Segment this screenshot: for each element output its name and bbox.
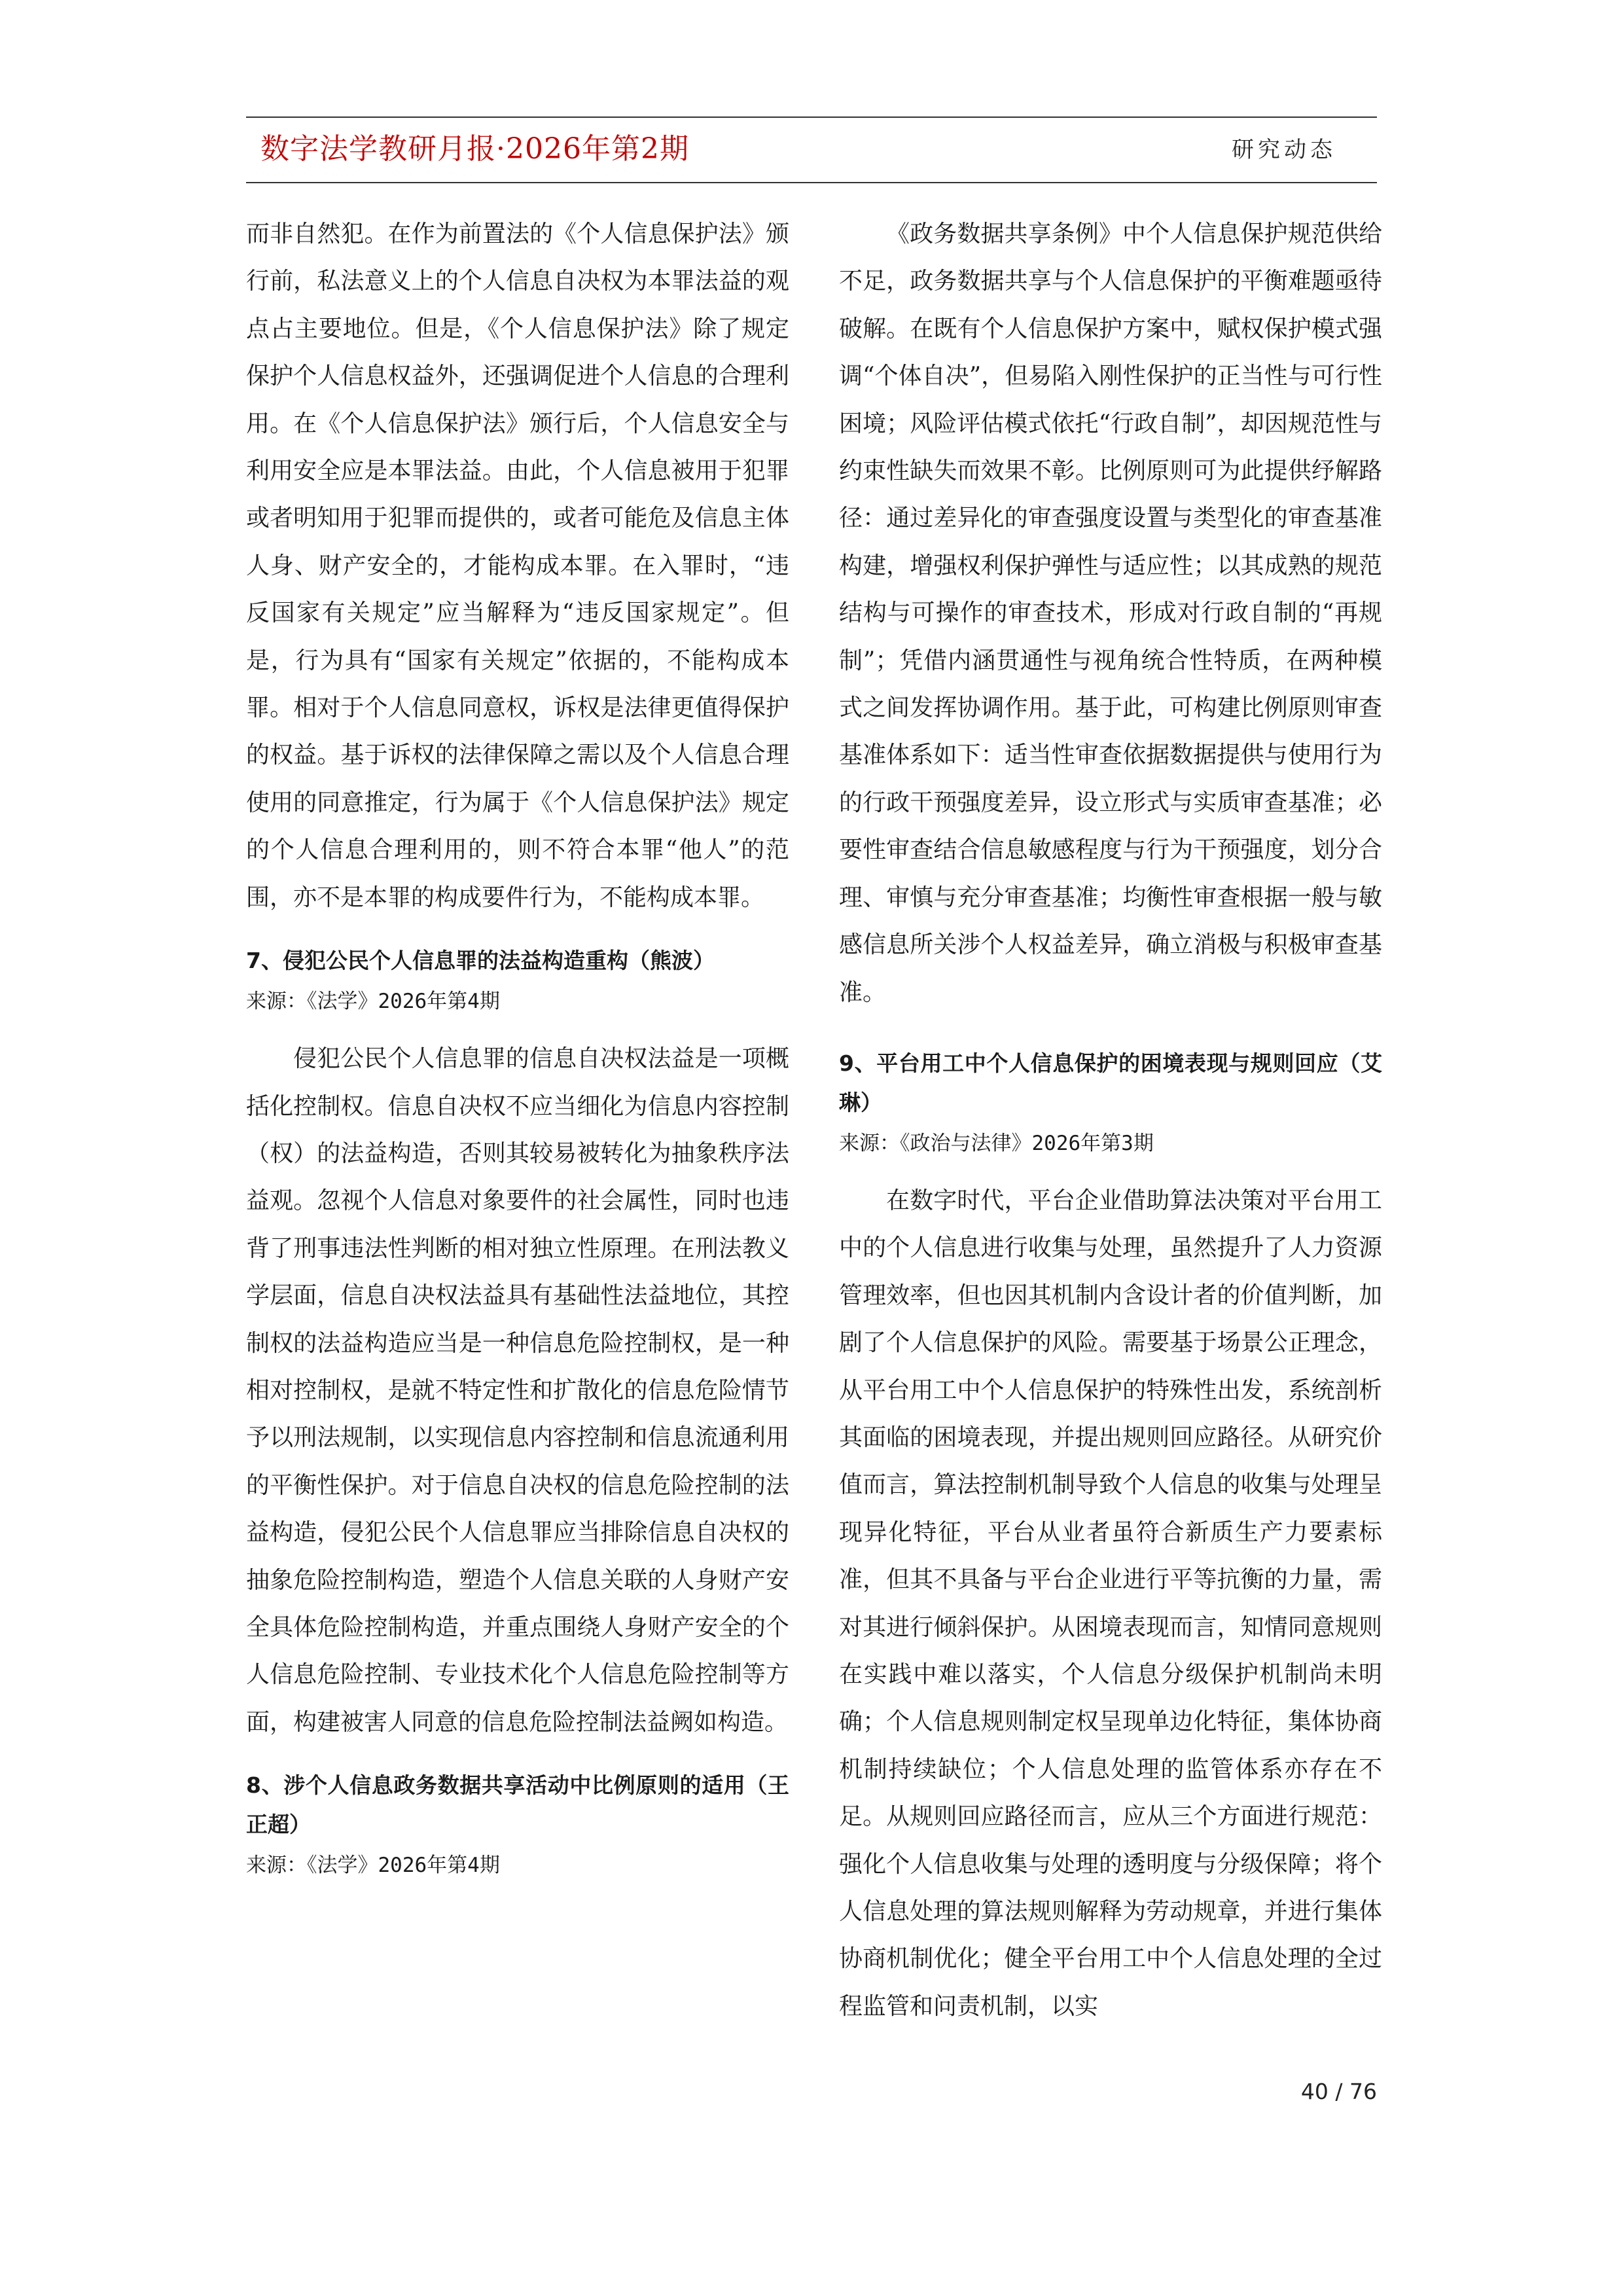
article-7-heading: 7、侵犯公民个人信息罪的法益构造重构（熊波） xyxy=(246,948,715,974)
article-7-body: 侵犯公民个人信息罪的信息自决权法益是一项概括化控制权。信息自决权不应当细化为信息内容控制（权）的法益构造，否则其较易被转化为抽象秩序法益观。忽视个人信息对象要件的社会属性，同时也违背了刑事违法性判断的相对独立性原理。在刑法教义学层面，信息自决权法益具有基础性法益地位，其控制权的法益构造应当是一种信息危险控制权，是一种相对控制权，是就不特定性和扩散化的信息危险情节予以刑法规制，以实现信息内容控制和信息流通利用的平衡性保护。对于信息自决权的信息危险控制的法益构造，侵犯公民个人信息罪应当排除信息自决权的抽象危险控制构造，塑造个人信息关联的人身财产安全具体危险控制构造，并重点围绕人身财产安全的个人信息危险控制、专业技术化个人信息危险控制等方面，构建被害人同意的信息危险控制法益阙如构造。 xyxy=(246,1045,789,1736)
article-7-source: 来源：《法学》2026年第4期 xyxy=(246,990,500,1014)
page-header xyxy=(246,117,1377,183)
left-column xyxy=(246,211,789,1899)
article-8-heading: 8、涉个人信息政务数据共享活动中比例原则的适用（王正超） xyxy=(246,1772,789,1838)
article-9-heading: 9、平台用工中个人信息保护的困境表现与规则回应（艾琳） xyxy=(839,1050,1382,1115)
journal-title: 数字法学教研月报·2026年第2期 xyxy=(260,132,689,166)
article-9-source: 来源：《政治与法律》2026年第3期 xyxy=(839,1131,1154,1155)
right-column xyxy=(839,211,1382,2030)
article-8-body: 《政务数据共享条例》中个人信息保护规范供给不足，政务数据共享与个人信息保护的平衡难题亟待破解。在既有个人信息保护方案中，赋权保护模式强调“个体自决”，但易陷入刚性保护的正当性与可行性困境；风险评估模式依托“行政自制”，却因规范性与约束性缺失而效果不彰。比例原则可为此提供纾解路径：通过差异化的审查强度设置与类型化的审查基准构建，增强权利保护弹性与适应性；以其成熟的规范结构与可操作的审查技术，形成对行政自制的“再规制”；凭借内涵贯通性与视角统合性特质，在两种模式之间发挥协调作用。基于此，可构建比例原则审查基准体系如下：适当性审查依据数据提供与使用行为的行政干预强度差异，设立形式与实质审查基准；必要性审查结合信息敏感程度与行为干预强度，划分合理、审慎与充分审查基准；均衡性审查根据一般与敏感信息所关涉个人权益差异，确立消极与积极审查基准。 xyxy=(839,221,1382,1006)
page-number: 40 / 76 xyxy=(1300,2079,1377,2104)
article-9-body: 在数字时代，平台企业借助算法决策对平台用工中的个人信息进行收集与处理，虽然提升了人力资源管理效率，但也因其机制内含设计者的价值判断，加剧了个人信息保护的风险。需要基于场景公正理念，从平台用工中个人信息保护的特殊性出发，系统剖析其面临的困境表现，并提出规则回应路径。从研究价值而言，算法控制机制导致个人信息的收集与处理呈现异化特征，平台从业者虽符合新质生产力要素标准，但其不具备与平台企业进行平等抗衡的力量，需对其进行倾斜保护。从困境表现而言，知情同意规则在实践中难以落实，个人信息分级保护机制尚未明确；个人信息规则制定权呈现单边化特征，集体协商机制持续缺位；个人信息处理的监管体系亦存在不足。从规则回应路径而言，应从三个方面进行规范：强化个人信息收集与处理的透明度与分级保障；将个人信息处理的算法规则解释为劳动规章，并进行集体协商机制优化；健全平台用工中个人信息处理的全过程监管和问责机制，以实 xyxy=(839,1187,1382,2020)
section-label: 研究动态 xyxy=(1232,137,1336,163)
article-8-source: 来源：《法学》2026年第4期 xyxy=(246,1854,500,1878)
continued-paragraph: 而非自然犯。在作为前置法的《个人信息保护法》颁行前，私法意义上的个人信息自决权为本罪法益的观点占主要地位。但是，《个人信息保护法》除了规定保护个人信息权益外，还强调促进个人信息的合理利用。在《个人信息保护法》颁行后，个人信息安全与利用安全应是本罪法益。由此，个人信息被用于犯罪或者明知用于犯罪而提供的，或者可能危及信息主体人身、财产安全的，才能构成本罪。在入罪时，“违反国家有关规定”应当解释为“违反国家规定”。但是，行为具有“国家有关规定”依据的，不能构成本罪。相对于个人信息同意权，诉权是法律更值得保护的权益。基于诉权的法律保障之需以及个人信息合理使用的同意推定，行为属于《个人信息保护法》规定的个人信息合理利用的，则不符合本罪“他人”的范围，亦不是本罪的构成要件行为，不能构成本罪。 xyxy=(246,221,789,911)
